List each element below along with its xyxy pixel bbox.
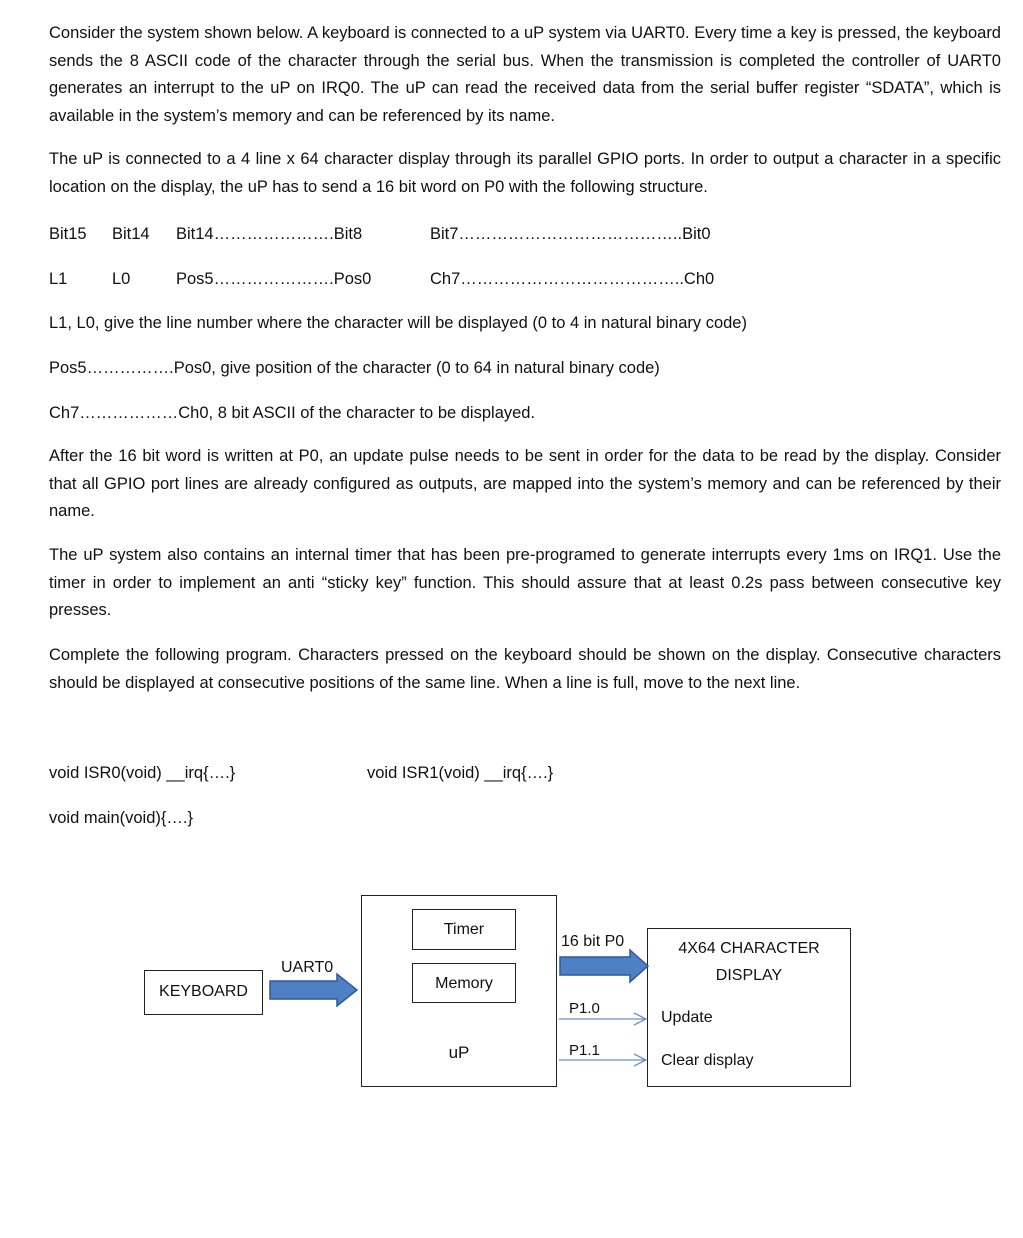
task-paragraph: Complete the following program. Characters pressed on the keyboard should be shown on the display. Consecutive characters should be displayed at consecutive positions of the same line. When a line is full, move to the next line. — [49, 646, 1001, 692]
clear-display-label: Clear display — [661, 1052, 754, 1069]
display-label-line1: 4X64 CHARACTER — [678, 940, 820, 957]
p1-0-port-label: P1.0 — [569, 1000, 600, 1017]
keyboard-label: KEYBOARD — [159, 983, 248, 1000]
uart-arrow — [270, 974, 357, 1006]
update-label: Update — [661, 1009, 713, 1026]
l0-field: L0 — [112, 270, 131, 288]
pos-description: Pos5…………….Pos0, give position of the character (0 to 64 in natural binary code) — [49, 359, 660, 377]
p0-arrow — [560, 950, 648, 982]
ch-field: Ch7…………………………………..Ch0 — [430, 270, 715, 288]
uart0-label: UART0 — [281, 959, 334, 976]
l1-field: L1 — [49, 270, 68, 288]
bit14-bit8-label: Bit14………………….Bit8 — [176, 225, 363, 243]
isr0-signature: void ISR0(void) __irq{….} — [49, 764, 236, 782]
up-label: uP — [448, 1043, 470, 1062]
bit14-label: Bit14 — [112, 225, 150, 243]
pos-field: Pos5………………….Pos0 — [176, 270, 372, 288]
isr1-signature: void ISR1(void) __irq{….} — [367, 764, 554, 782]
bit7-bit0-label: Bit7…………………………………..Bit0 — [430, 225, 711, 243]
timer-paragraph: The uP system also contains an internal timer that has been pre-programed to generate interrupts every 1ms on IRQ1. Use the timer in order to implement an anti “sticky key” function. This should assure that at least 0.2s pass between consecutive key presses. — [49, 546, 1001, 619]
line-description: L1, L0, give the line number where the character will be displayed (0 to 4 in natural binary code) — [49, 314, 747, 332]
main-signature: void main(void){….} — [49, 809, 193, 827]
bit15-label: Bit15 — [49, 225, 87, 243]
timer-label: Timer — [443, 921, 485, 938]
memory-label: Memory — [435, 975, 493, 992]
display-paragraph: The uP is connected to a 4 line x 64 character display through its parallel GPIO ports. In order to output a character in a specific location on the display, the uP has to send a 16 bit word on P0 with the following structure. — [49, 150, 1001, 196]
ch-description: Ch7………………Ch0, 8 bit ASCII of the character to be displayed. — [49, 404, 536, 422]
p1-1-port-label: P1.1 — [569, 1042, 600, 1059]
intro-paragraph: Consider the system shown below. A keyboard is connected to a uP system via UART0. Every time a key is pressed, the keyboard sends the 8 ASCII code of the character through the serial bus. When the transmission is completed the controller of UART0 generates an interrupt to the uP on IRQ0. The uP can read the received data from the serial buffer register “SDATA”, which is available in the system’s memory and can be referenced by its name. — [49, 24, 1001, 125]
update-paragraph: After the 16 bit word is written at P0, an update pulse needs to be sent in order for the data to be read by the display. Consider that all GPIO port lines are already configured as outputs, are mapped into the system’s memory and can be referenced by their name. — [49, 447, 1001, 520]
p0-port-label: 16 bit P0 — [561, 933, 625, 950]
display-label-line2: DISPLAY — [715, 967, 783, 984]
